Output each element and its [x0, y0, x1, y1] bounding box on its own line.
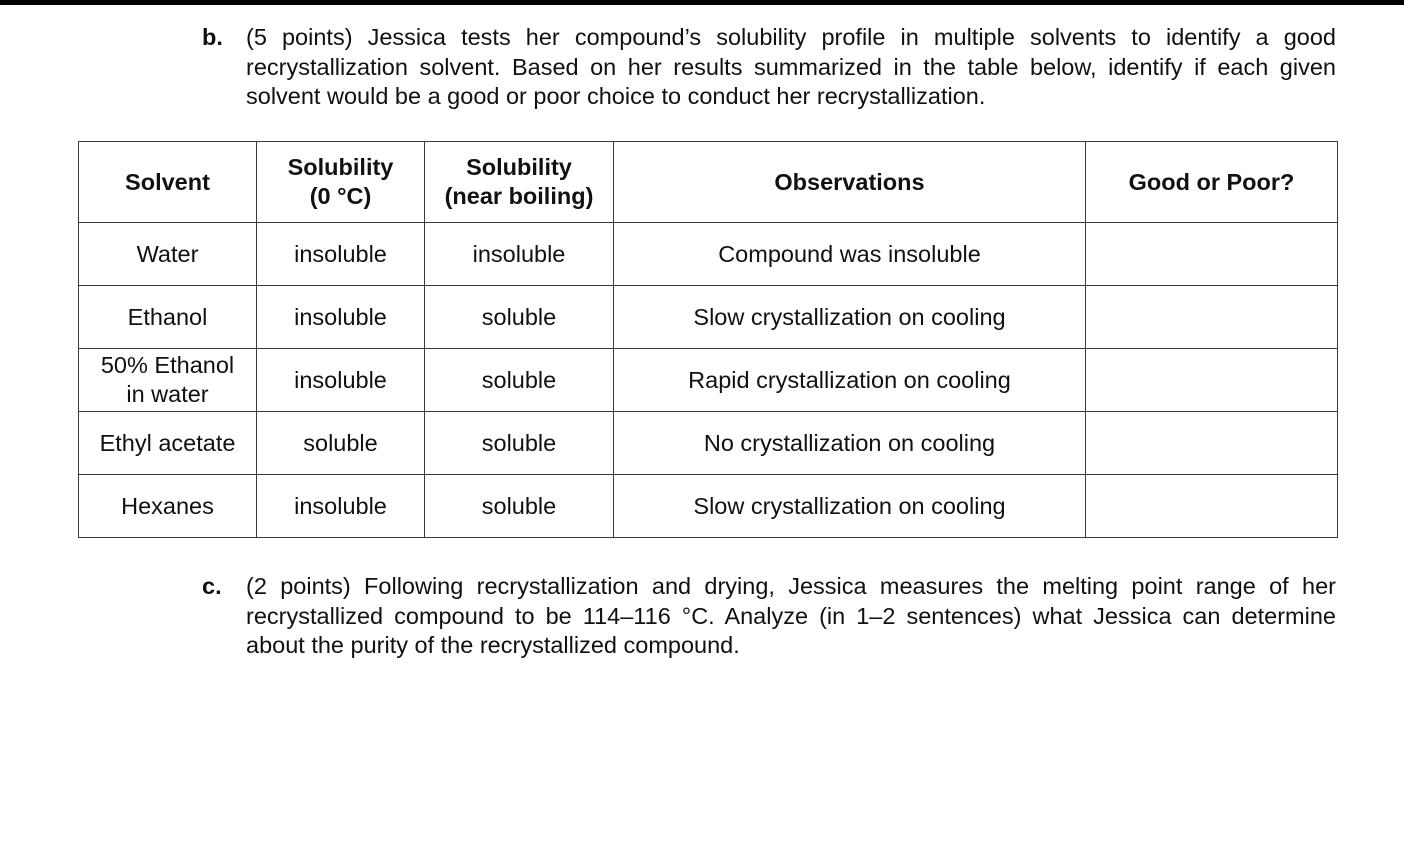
solubility-cold-cell: soluble	[257, 412, 425, 475]
solubility-hot-cell: soluble	[425, 349, 614, 412]
table-row	[79, 412, 1338, 475]
observation-cell: Compound was insoluble	[614, 223, 1086, 286]
header-good-or-poor: Good or Poor?	[1086, 142, 1338, 223]
solubility-table	[78, 141, 1338, 538]
solvent-cell: Water	[79, 223, 257, 286]
answer-cell[interactable]	[1086, 286, 1338, 349]
table-row	[79, 223, 1338, 286]
question-b	[202, 23, 1336, 112]
solvent-cell: 50% Ethanol in water	[79, 349, 257, 412]
table-row	[79, 349, 1338, 412]
answer-cell[interactable]	[1086, 349, 1338, 412]
table-header-row	[79, 142, 1338, 223]
solubility-cold-cell: insoluble	[257, 475, 425, 538]
solubility-hot-cell: soluble	[425, 286, 614, 349]
header-solubility-hot: Solubility (near boiling)	[425, 142, 614, 223]
solvent-cell: Ethanol	[79, 286, 257, 349]
observation-cell: Rapid crystallization on cooling	[614, 349, 1086, 412]
solvent-cell: Hexanes	[79, 475, 257, 538]
header-observations: Observations	[614, 142, 1086, 223]
solvent-cell: Ethyl acetate	[79, 412, 257, 475]
observation-cell: No crystallization on cooling	[614, 412, 1086, 475]
question-b-text: (5 points) Jessica tests her compound’s solubility profile in multiple solvents to identify a good recrystallization solvent. Based on her results summarized in the table below, identify if each given solvent would be a good or poor choice to conduct her recrystallization.	[246, 24, 1336, 110]
solubility-hot-cell: soluble	[425, 412, 614, 475]
observation-cell: Slow crystallization on cooling	[614, 475, 1086, 538]
top-rule	[0, 0, 1404, 5]
question-b-letter: b.	[202, 24, 223, 50]
table-row	[79, 286, 1338, 349]
solubility-hot-cell: insoluble	[425, 223, 614, 286]
table-row	[79, 475, 1338, 538]
header-solubility-cold: Solubility (0 °C)	[257, 142, 425, 223]
solubility-cold-cell: insoluble	[257, 223, 425, 286]
header-solvent: Solvent	[79, 142, 257, 223]
question-c-text: (2 points) Following recrystallization and drying, Jessica measures the melting point range of her recrystallized compound to be 114–116 °C. Analyze (in 1–2 sentences) what Jessica can determine about the purity of the recrystallized compound.	[246, 573, 1336, 659]
solubility-cold-cell: insoluble	[257, 349, 425, 412]
question-c-letter: c.	[202, 573, 222, 599]
answer-cell[interactable]	[1086, 412, 1338, 475]
solubility-cold-cell: insoluble	[257, 286, 425, 349]
answer-cell[interactable]	[1086, 223, 1338, 286]
solubility-hot-cell: soluble	[425, 475, 614, 538]
question-c	[202, 572, 1336, 661]
answer-cell[interactable]	[1086, 475, 1338, 538]
observation-cell: Slow crystallization on cooling	[614, 286, 1086, 349]
